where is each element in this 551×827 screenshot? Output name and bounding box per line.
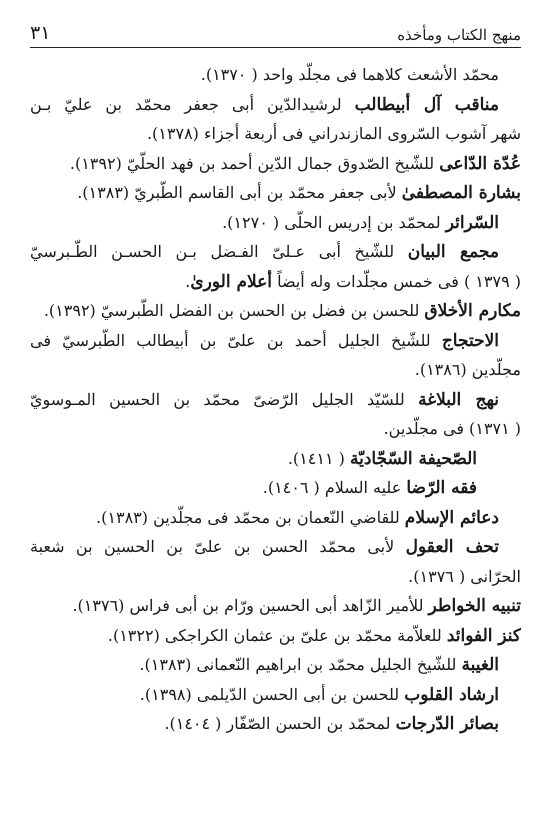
- text-line: ( ١٣٧٩ ) فى خمس مجلّدات وله أيضاً أعلام الورىٰ.: [185, 271, 521, 292]
- text-body: [30, 60, 521, 739]
- text-line: فقه الرّضا عليه السلام ( ١٤٠٦).: [262, 478, 477, 498]
- header-rule: [30, 47, 521, 48]
- running-title: منهج الكتاب ومأخذه: [397, 26, 521, 44]
- entry-title: السّرائر: [445, 212, 499, 233]
- text-line: مناقب آل أبيطالب لرشيدالدّين أبى جعفر محمّد بن عليّ بـن: [30, 94, 499, 115]
- text-line: السّرائر لمحمّد بن إدريس الحلّى ( ١٢٧٠).: [222, 212, 499, 233]
- text-line: بشارة المصطفىٰ لأبى جعفر محمّد بن أبى القاسم الطّبريّ (١٣٨٣).: [77, 183, 521, 203]
- text-line: محمّد الأشعث كلاهما فى مجلّد واحد ( ١٣٧٠).: [200, 65, 499, 84]
- text-line: الاحتجاج للشّيخ الجليل أحمد بن علىّ بن أبيطالب الطّبرسيّ فى: [30, 330, 499, 351]
- entry-title: مجمع البيان: [407, 242, 499, 262]
- entry-title: كنز الفوائد: [446, 625, 521, 646]
- text-line: الحرّانى ( ١٣٧٦).: [408, 566, 521, 586]
- page-number: ٣١: [30, 22, 51, 44]
- entry-title: أعلام الورىٰ: [190, 271, 272, 292]
- text-line: دعائم الإسلام للقاضي النّعمان بن محمّد فى مجلّدين (١٣٨٣).: [96, 507, 499, 528]
- text-line: كنز الفوائد للعلاّمة محمّد بن علىّ بن عثمان الكراجكى (١٣٢٢).: [107, 625, 521, 646]
- text-line: تحف العقول لأبى محمّد الحسن بن علىّ بن الحسين بن شعبة: [30, 537, 500, 557]
- entry-title: الاحتجاج: [441, 330, 499, 351]
- text-line: تنبيه الخواطر للأمير الزّاهد أبى الحسين ورّام بن أبى فراس (١٣٧٦).: [72, 596, 521, 616]
- entry-title: دعائم الإسلام: [404, 507, 499, 528]
- entry-title: بشارة المصطفىٰ: [401, 183, 521, 203]
- entry-title: نهج البلاغة: [418, 389, 500, 410]
- text-line: الغيبة للشّيخ الجليل محمّد بن ابراهيم النّعمانى (١٣٨٣).: [139, 655, 499, 675]
- text-line: ( ١٣٧١) فى مجلّدين.: [383, 419, 521, 438]
- running-header: [30, 16, 521, 44]
- text-line: نهج البلاغة للسّيّد الجليل الرّضىّ محمّد بن الحسين المـوسويّ: [30, 389, 500, 410]
- text-line: مجلّدين (١٣٨٦).: [414, 360, 521, 379]
- entry-title: تحف العقول: [405, 537, 500, 557]
- text-line: بصائر الدّرجات لمحمّد بن الحسن الصّفّار ( ١٤٠٤).: [164, 714, 499, 734]
- entry-title: الصّحيفة السّجّاديّة: [349, 448, 477, 469]
- text-line: عُدّة الدّاعى للشّيخ الصّدوق جمال الدّين أحمد بن فهد الحلّيّ (١٣٩٢).: [69, 153, 521, 174]
- text-line: مجمع البيان للشّيخ أبى عـلىّ الفـضل بـن الحسـن الطّـبرسيّ: [30, 242, 499, 262]
- entry-title: تنبيه الخواطر: [428, 596, 521, 616]
- entry-title: الغيبة: [461, 655, 499, 675]
- entry-title: ارشاد القلوب: [404, 684, 499, 705]
- text-line: شهر آشوب السّروى المازندراني فى أربعة أجزاء (١٣٧٨).: [146, 124, 521, 143]
- entry-title: بصائر الدّرجات: [395, 714, 499, 734]
- entry-title: فقه الرّضا: [406, 478, 477, 498]
- entry-title: مناقب آل أبيطالب: [354, 94, 499, 115]
- entry-title: عُدّة الدّاعى: [439, 153, 521, 174]
- text-line: الصّحيفة السّجّاديّة ( ١٤١١).: [287, 448, 477, 469]
- entry-title: مكارم الأخلاق: [424, 301, 521, 321]
- text-line: مكارم الأخلاق للحسن بن فضل بن الحسن بن الفضل الطّبرسيّ (١٣٩٢).: [43, 301, 521, 321]
- text-line: ارشاد القلوب للحسن بن أبى الحسن الدّيلمى (١٣٩٨).: [139, 684, 499, 705]
